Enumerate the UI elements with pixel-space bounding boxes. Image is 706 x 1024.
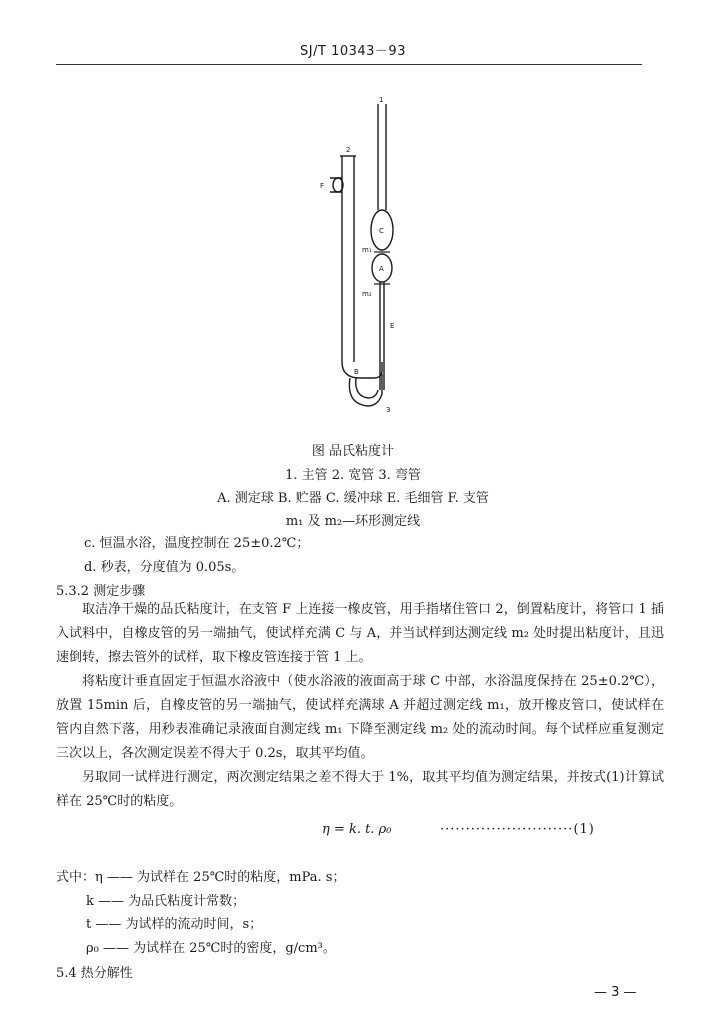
figure-caption-components: A. 测定球 B. 贮器 C. 缓冲球 E. 毛细管 F. 支管 [217, 491, 489, 506]
label-F: F [320, 182, 325, 190]
label-3: 3 [386, 406, 391, 414]
definition-k: k —— 为品氏粘度计常数； [86, 894, 246, 909]
wide-tube [342, 156, 354, 362]
item-c: c. 恒温水浴，温度控制在 25±0.2℃； [84, 536, 310, 551]
label-E: E [390, 322, 395, 330]
definition-t: t —— 为试样的流动时间，s； [86, 917, 263, 932]
label-A: A [379, 265, 384, 273]
formula-number: ··························(1) [440, 822, 595, 837]
label-C: C [379, 227, 384, 235]
section-5-4-heading: 5.4 热分解性 [56, 966, 133, 981]
reservoir [342, 362, 382, 378]
viscosity-formula: η = k. t. ρ₀ [322, 822, 392, 837]
paragraph-procedure-3: 另取同一试样进行测定，两次测定结果之差不得大于 1%，取其平均值为测定结果，并按式(1)计算试样在 25℃时的粘度。 [56, 770, 664, 809]
label-B: B [354, 368, 359, 376]
definition-rho: ρ₀ —— 为试样在 25℃时的密度，g/cm³。 [86, 941, 336, 956]
paragraph-procedure-1: 取洁净干燥的品氏粘度计，在支管 F 上连接一橡皮管，用手指堵住管口 2，倒置粘度计，将管口 1 插入试料中，自橡皮管的另一端抽气，使试样充满 C 与 A，并当试样到达测定线 m₂ 处时提出粘度计，且迅速倒转，擦去管外的试样，取下橡皮管连接于管 1 上。 [56, 602, 664, 665]
figure-caption-parts: 1. 主管 2. 宽管 3. 弯管 [285, 468, 421, 483]
label-m1: m₁ [362, 246, 372, 254]
label-m2: m₂ [362, 290, 372, 298]
main-tube [378, 104, 386, 210]
definition-eta: 式中：η —— 为试样在 25℃时的粘度，mPa. s； [56, 870, 346, 885]
side-arm [330, 178, 342, 192]
viscometer-diagram [320, 94, 410, 424]
label-2: 2 [346, 146, 351, 154]
bent-tube [349, 374, 382, 406]
figure-caption-title: 图 品氏粘度计 [311, 444, 395, 459]
figure-caption-marks: m₁ 及 m₂—环形测定线 [285, 514, 421, 529]
section-5-3-2-heading: 5.3.2 测定步骤 [56, 584, 146, 599]
standard-code-header: SJ/T 10343－93 [300, 44, 406, 59]
paragraph-procedure-2: 将粘度计垂直固定于恒温水浴液中（使水浴液的液面高于球 C 中部，水浴温度保持在 25±0.2℃），放置 15min 后，自橡皮管的另一端抽气，使试样充满球 A 并超过测定线 m₁，放开橡皮管口，使试样在管内自然下落，用秒表准确记录液面自测定线 m₁ 下降至测定线 m₂ 处的流动时间。每个试样应重复测定三次以上，各次测定误差不得大于 0.2s，取其平均值。 [56, 674, 664, 761]
page-number: — 3 — [594, 985, 637, 1000]
header-rule [56, 64, 642, 65]
label-1: 1 [379, 96, 384, 104]
item-d: d. 秒表，分度值为 0.05s。 [84, 560, 245, 575]
